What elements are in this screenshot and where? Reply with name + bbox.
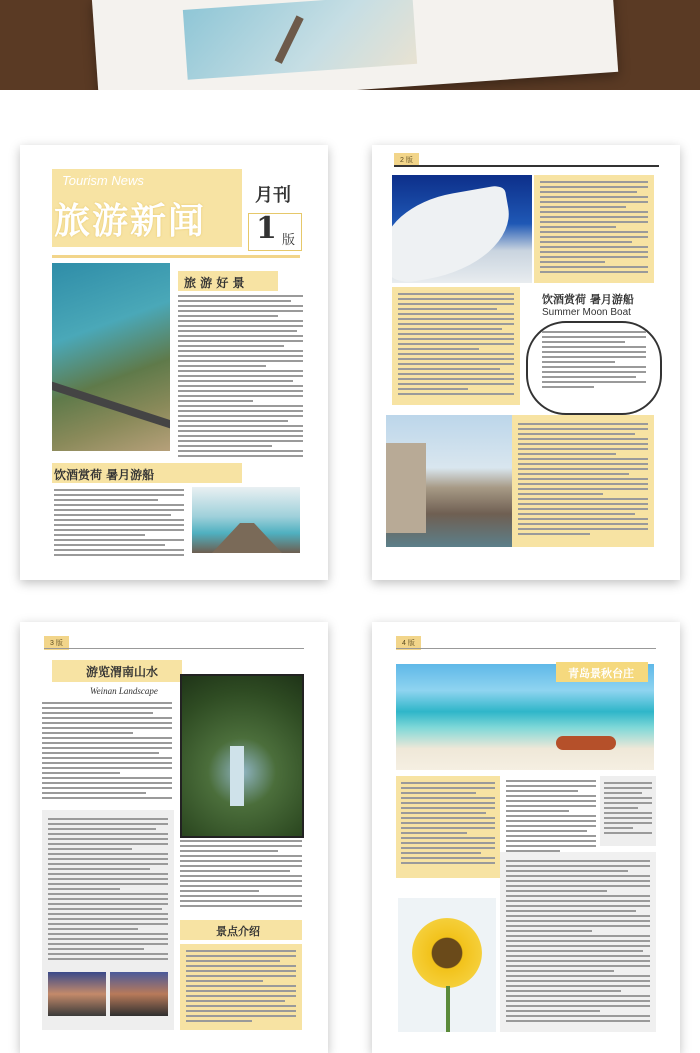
sunbather	[556, 736, 616, 750]
left-text	[398, 293, 514, 399]
article-title-cn: 游览渭南山水	[86, 665, 159, 679]
right-text	[180, 840, 302, 910]
architecture-photo	[392, 175, 532, 283]
right-text	[518, 423, 648, 541]
grey-note	[600, 776, 656, 846]
article-title-cn: 饮酒赏荷 暑月游船	[542, 293, 634, 306]
intro-block	[534, 175, 654, 283]
article-title: 饮酒赏荷 暑月游船	[54, 468, 155, 482]
masthead-brand: Tourism News	[62, 173, 144, 188]
issue-number: 1	[256, 211, 277, 246]
top-rule	[44, 648, 304, 649]
masthead-rule	[52, 255, 300, 258]
grey-article-text	[506, 860, 650, 1026]
intro-text	[42, 702, 172, 802]
road-shape	[52, 380, 170, 434]
left-text-block	[392, 287, 520, 405]
waterfall	[230, 746, 244, 806]
article-title-en: Summer Moon Boat	[542, 307, 631, 318]
section-title: 景点介绍	[216, 925, 260, 938]
lotus-building	[392, 184, 518, 283]
newspaper-page-2	[372, 145, 680, 580]
coastline-photo	[52, 263, 170, 451]
top-rule	[394, 165, 659, 167]
newspaper-page-1	[20, 145, 328, 580]
article-body-2	[54, 489, 184, 559]
cover-photo-strip	[0, 0, 700, 90]
masthead-title: 旅游新闻	[54, 201, 207, 242]
pier-photo	[192, 487, 300, 553]
page-tag: 4 版	[396, 636, 421, 650]
section-title: 旅 游 好 景	[184, 276, 245, 290]
article-title-cn: 青岛景秋台庄	[568, 667, 634, 680]
page-tag: 3 版	[44, 636, 69, 650]
newspaper-page-4	[372, 622, 680, 1053]
venice-photo	[386, 415, 514, 547]
mountain-photo-2	[110, 972, 168, 1016]
monthly-label: 月刊	[255, 185, 291, 206]
article-body-1	[178, 295, 303, 460]
intro-text	[540, 181, 648, 277]
note-text	[604, 782, 652, 842]
sunflower-petals	[412, 918, 482, 988]
sunflower-photo	[398, 898, 496, 1032]
bottom-text-block	[180, 944, 302, 1030]
left-text	[401, 782, 495, 872]
pier-walkway	[212, 523, 282, 553]
newspaper-page-3	[20, 622, 328, 1053]
oval-text	[542, 331, 646, 405]
top-rule	[396, 648, 656, 649]
beach-photo	[183, 0, 417, 80]
sunflower-stem	[446, 986, 450, 1032]
right-text-block	[512, 415, 654, 547]
venice-building	[386, 443, 426, 533]
sidebar-text	[48, 818, 168, 966]
article-title-en: Weinan Landscape	[90, 686, 158, 696]
bottom-text	[186, 950, 296, 1026]
grey-article-block	[500, 852, 656, 1032]
mountain-photo-1	[48, 972, 106, 1016]
page-tag: 2 版	[394, 153, 419, 167]
paper-preview	[92, 0, 618, 90]
issue-suffix: 版	[282, 233, 296, 248]
left-text-block	[396, 776, 500, 878]
waterfall-photo	[180, 674, 304, 838]
oval-frame	[526, 321, 662, 415]
grey-sidebar	[42, 810, 174, 1030]
